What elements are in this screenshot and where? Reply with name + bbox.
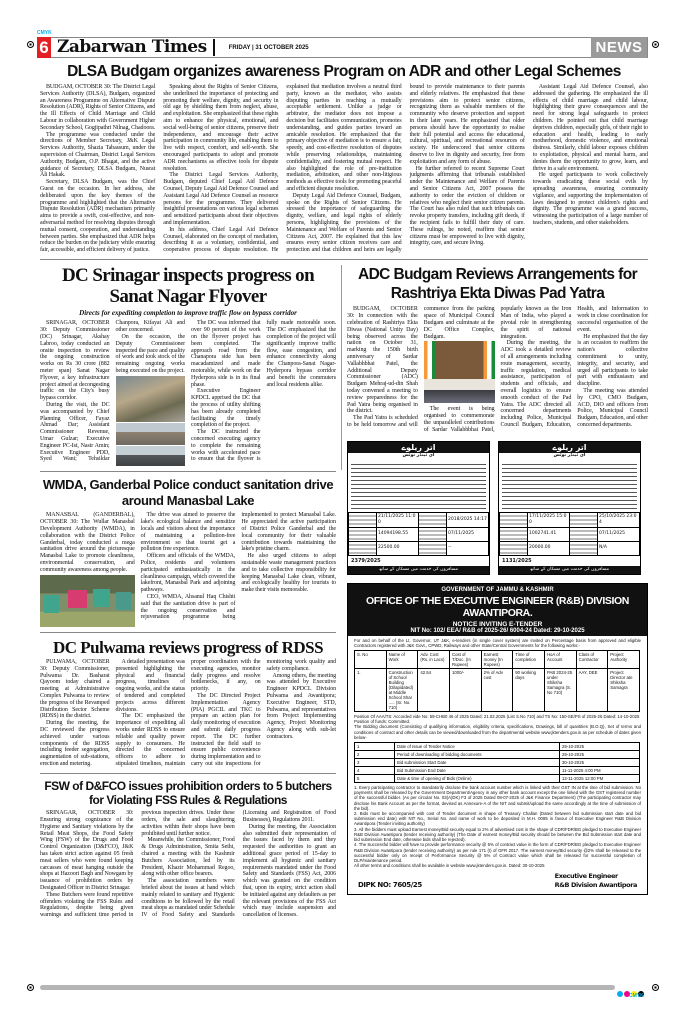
article-paragraph: During the meeting, the Association also submitted their representation of the issues faced by them and they requested the authorities to grant an additional grace period of 15-day to implement all hygienic and sanitary requirements mandated under the Food Safety and Standards (FSS) Act, 2006 which was granted on the condition that, upon its expiry, strict action shall be initiated against any defaulters as per the relevant provisions of the FSS Act which may include suspension and cancellation of licenses. xyxy=(242,823,336,919)
divider xyxy=(40,632,336,634)
article-body-dc-pulwama xyxy=(40,659,336,768)
table-cell: 5 xyxy=(355,775,395,783)
table-cell: 29-10-2025 xyxy=(560,743,640,751)
table-cell: N/A xyxy=(598,541,640,555)
table-cell: 25/10/2025 23:04 xyxy=(598,512,640,527)
article-paragraph: He further referred to recent Supreme Court judgments affirming that tribunals established under the Maintenance and Welfare of Parents and Senior Citizens Act, 2007 possess the authority to order the eviction of children or relatives who neglect their senior citizen parents. The Court has also ruled that such tribunals can revoke property transfers, including gift deeds, if the recipient fails to fulfill their duty of care. These rulings, he noted, reaffirm that senior citizens must be empowered to live with dignity, integrity, care, and secure living. xyxy=(409,165,525,247)
right-column xyxy=(347,265,648,919)
tender-condition: All other terms and conditions shall be available in website www.jktenders.gov.in. Dated: 30-10-2025 xyxy=(354,863,545,869)
photo-flyover-road xyxy=(116,423,186,445)
article-body-dc-srinagar xyxy=(40,320,336,465)
table-cell: 30-10-2025 xyxy=(560,759,640,767)
table-row xyxy=(500,512,640,527)
registration-mark-icon xyxy=(652,41,659,48)
table-cell-urdu xyxy=(570,512,598,527)
registration-mark-icon xyxy=(27,41,34,48)
ad-title: اتر ریلوے xyxy=(348,442,489,453)
section-label: NEWS xyxy=(591,37,647,58)
tender-bidding-docs: The Bidding document (Consisting of qualifying information, eligibility criteria, specifications, Drawings, bill of quantities (B.O.Q), Set of terms and conditions of contract and other details can be viewed/downloaded from the departmental website www.jktenders.gov.in as per schedule of dates given below- xyxy=(354,724,641,740)
footer-bar xyxy=(40,985,615,990)
table-cell: 2018/2025 14:17 xyxy=(447,512,489,527)
subheadline-dc-srinagar: Directs for expediting completion to improve traffic flow on bypass corridor xyxy=(79,309,297,318)
table-row xyxy=(355,743,640,751)
registration-mark-icon xyxy=(27,984,34,991)
article-paragraph: During the visit, the DC was accompanied by Chief Planning Officer, Fayaz Ahmad Dar; Assistant Commissioner Revenue, Umar Gulzar; Executive Engineer PC-Ist, Nasir Amin; Executive Engineer PDD, Syed Wani; Tehsildar Chanpora, Kifayat Ali and other concerned. xyxy=(40,320,185,463)
tender-notice-ad xyxy=(347,583,648,896)
banner xyxy=(93,589,110,607)
article-paragraph: He urged participants to work collectively towards eradicating these social evils by spreading awareness, ensuring community vigilance, and supporting the implementation of laws designed to protect children's rights and dignity. The programme was a grand success, witnessing the participation of a large number of teachers, students, and other stakeholders. xyxy=(532,172,648,226)
table-cell: Earnest money (In Rupees) xyxy=(481,651,513,669)
table-row xyxy=(355,751,640,759)
article-paragraph: On the occasion, the Deputy Commissioner inspected the pace and quality of work and took stock of the remaining ongoing works being executed on the project. xyxy=(115,334,185,375)
photo-adc-seated xyxy=(424,341,495,379)
article-paragraph: The meeting was attended by CPO, CMO Budgam, ACD, DIO and officers from Police, Municipal Council Budgam, Education, and other concerned departments. xyxy=(577,388,648,429)
table-cell-urdu xyxy=(570,527,598,541)
railway-ad-1 xyxy=(347,441,490,575)
article-paragraph: SRINAGAR, OCTOBER 30: Deputy Commissioner (DC) Srinagar, Akshay Labroo, today conducted an onsite inspection to review the ongoing construction works on Rs 30 crore (882 meter span) Sanat Nagar Flyover, a key infrastructure project aimed at decongesting traffic on the City's busy bypass corridor. xyxy=(40,320,110,402)
ad-title: اتر ریلوے xyxy=(499,442,640,453)
article-paragraph: The District Legal Services Authority, Budgam, deputed Chief Legal Aid Defence Counsel, Deputy Legal Aid Defence Counsel and Assistant Legal Aid Defence Counsel as resource persons for the programme. They delivered insightful presentations on various legal schemes and sensitized participants about their objectives and implementation. xyxy=(163,172,279,226)
table-cell: 22500.00 xyxy=(377,541,419,555)
table-cell: 1002741.41 xyxy=(528,527,570,541)
table-cell-urdu xyxy=(419,512,447,527)
table-cell-urdu xyxy=(419,541,447,555)
table-cell: S. No xyxy=(355,651,387,669)
table-cell-urdu xyxy=(500,527,528,541)
ad-code: 1131/2025 xyxy=(502,557,532,564)
article-paragraph: During the meeting, the DC reviewed the progress achieved under various components of the RDSS including feeder segregation, augmentation of sub-stations, erection and metering. xyxy=(40,720,110,767)
article-paragraph: The DC was informed that over 90 percent of the work on the flyover project has been completed. The approach road from the Chanapora side has been macadamized and made motorable, while work on the Hyderpora side is in its final phase. xyxy=(191,320,261,388)
divider xyxy=(40,773,336,775)
column-divider xyxy=(341,265,342,470)
table-cell-urdu xyxy=(419,527,447,541)
registration-mark-icon xyxy=(652,984,659,991)
banner xyxy=(116,592,131,610)
table-row xyxy=(355,651,640,669)
tender-nit-number: NIT No: 102/ EEA/ R&B of 2025-26/ 6004-24 Dated: 29-10-2025 xyxy=(410,627,585,634)
table-cell-urdu xyxy=(570,541,598,555)
cyan-swatch xyxy=(617,991,623,997)
table-cell-urdu xyxy=(500,541,528,555)
table-cell: 1 xyxy=(355,743,395,751)
tender-condition: 4. The Successful bidder will have to provide performance security @ 5% of contract value in the form of CDR/FDR/BG pledged to Executive Engineer R&B Division Awantipora (tender receiving authority) as per rule 171 (I) of GFR 2017. The earnest money/Bid security @2% shall be released to the successful bidder only on receipt of Performance Security @ 5% of Contract value which shall be released for successful completion of DLP/maintenance period. xyxy=(354,842,641,863)
page-header xyxy=(37,37,648,58)
table-row xyxy=(500,541,640,555)
headline-dlsa: DLSA Budgam organizes awareness Program on ADR and other Legal Schemes xyxy=(67,63,621,80)
article-paragraph: Executive Engineer KPDCL apprised the DC that the process of utility shifting has been already completed facilitating the timely completion of the project. xyxy=(191,388,261,429)
table-cell: 2 xyxy=(355,751,395,759)
article-paragraph: The DC emphasized the importance of expediting all works under RDSS to ensure reliable and quality power supply to consumers. He directed the concerned officers to adhere to stipulated timelines, maintain proper coordination with the executing agencies, monitor daily progress and resolve bottlenecks, if any, on priority. xyxy=(115,659,261,767)
photo-sanitation-drive xyxy=(40,575,135,627)
tender-works-table xyxy=(354,650,640,712)
article-paragraph: The DC Directed Project Implementation Agency (PIA) PGCIL and TKC to prepare an action plan for daily monitoring of execution and submit daily progress report. The DC further instructed the field staff to ensure public convenience during implementation and to carry out site inspections for monitoring work quality and safety compliance. xyxy=(191,659,336,767)
table-cell: 07/11/2025 xyxy=(447,527,489,541)
article-paragraph: During the meeting, the ADC took a detailed review of all arrangements including route management, security, traffic regulation, medical assistance, participation of students and officials, and overall logistics to ensure smooth conduct of the Pad Yatra. The ADC directed all concerned departments including Police, Municipal Council Budgam, Education, Health, and Information to work in close coordination for successful organisation of the event. xyxy=(500,306,648,429)
article-paragraph: Among others, the meeting was attended by Executive Engineer KPDCL Division Pulwama and Awantipora; Executive Engineer, STD, Pulwama, and representatives from Project Implementing Agency, Project Monitoring Agency along with sub-let contractors. xyxy=(266,672,336,740)
table-row xyxy=(355,767,640,775)
tender-office: OFFICE OF THE EXECUTIVE ENGINEER (R&B) DIVISION AWANTIPORA. xyxy=(366,594,629,619)
table-cell: Period of downloading of bidding documents xyxy=(395,751,560,759)
table-cell: Project Authority xyxy=(608,651,640,669)
table-cell: 90 working days xyxy=(513,669,545,712)
ad-text-lines xyxy=(502,461,637,509)
tender-signatory-office: R&B Division Awantipora xyxy=(554,881,637,890)
ad-code: 2379/2025 xyxy=(351,557,381,564)
table-cell: 1. xyxy=(355,669,387,712)
article-paragraph: CEO, WMDA, Ahsanul Haq Chishti said that the sanitation drive is part of the ongoing conservation and rejuvenation programme being implemented to protect Manasbal Lake. He appreciated the active participation of District Police Ganderbal and the local community for their valuable contribution towards maintaining the lake's pristine charm. xyxy=(140,512,336,621)
railway-ads-row xyxy=(347,441,648,575)
article-paragraph: Assistant Legal Aid Defence Counsel, also addressed the gathering. He emphasized the ill effects of child marriage and child labour, highlighting their grave consequences and the need for strong legal safeguards to protect children. He pointed out that child marriage deprives children, especially girls, of their right to education and health, leading to early motherhood, domestic violence, and emotional distress. Similarly, child labour exposes children to exploitation, physical and mental harm, and denies them the opportunity to grow, learn, and thrive in a safe environment. xyxy=(532,84,648,172)
article-paragraph: BUDGAM, OCTOBER 30: The District Legal Services Authority (DLSA), Budgam, organized an Awareness Programme on Alternative Dispute Resolution (ADR), Rights of Senior Citizens, and the Ill Effects of Child Marriage and Child Labour in collaboration with Government Higher Secondary School, Gogjipathri Nilnag, Chadoora. xyxy=(40,84,156,131)
divider xyxy=(40,471,336,473)
table-cell-urdu xyxy=(349,527,377,541)
ad-footer: مسافروں کی خدمت میں مسکان کے ساتھ xyxy=(499,566,640,574)
tender-condition: 1. Every participating contractor to mandatorily disclose the bank account number which is linked with their GST IN at the time of bid submission. No payments shall be released by the Government Department/Agency in any other bank account except the one linked with the GST registered number of the successful bidder. (As per circular No. 03(A)DK) F3 of 2025 Dated 08-07-2025 of J&K Finance Department) (The participating contractor may disclose his Bank Account as per the format, devised as Annexure-A of the NIT and submit/upload the same accordingly at the time of submission of the bid). xyxy=(354,785,641,811)
table-cell: Adv. Cost (Rs. in Lacs) xyxy=(418,651,450,669)
table-cell: Construction of School Building (Dilapidated) at Middle School Shar ..... (Sr. No. 710) xyxy=(386,669,418,712)
article-paragraph: Officers and officials of the WMDA, Police, residents and volunteers participated enthusiastically in the cleanliness campaign, which covered the lakefront, Manasbal Park and adjoining pathways. xyxy=(140,553,236,594)
banner xyxy=(44,595,59,613)
cmyk-label: CMYK xyxy=(37,30,52,36)
table-cell: 3 xyxy=(355,759,395,767)
article-paragraph: Speaking about the Rights of Senior Citizens, she underlined the importance of protecting and promoting their welfare, dignity, and security in old age by shielding them from neglect, abuse, and exploitation. She emphasized that these rights aim to enhance the physical, emotional, and social well-being of senior citizens, preserve their independence, and encourage their active participation in community life, enabling them to live with respect, comfort, and self-worth. She encouraged participants to adopt and promote ADR mechanisms as effective tools for dispute resolution. xyxy=(163,84,279,172)
table-cell: 4 xyxy=(355,767,395,775)
headline-wmda: WMDA, Ganderbal Police conduct sanitation drive around Manasbal Lake xyxy=(42,477,334,509)
issue-date: FRIDAY | 31 OCTOBER 2025 xyxy=(228,44,309,51)
tender-conditions xyxy=(348,785,647,868)
tender-signatory-title: Executive Engineer xyxy=(554,872,618,881)
table-cell: 07/11/2025 xyxy=(598,527,640,541)
ad-table xyxy=(348,512,489,556)
banner xyxy=(68,590,87,608)
article-paragraph: These Butchers were found repetitive offenders violating the FSS Rules and Regulations, despite being given warnings and sufficient time period in previous inspection drives. Under these orders, the sale and slaughtering activities within their shops have been prohibited until further notice. xyxy=(40,810,235,919)
ad-subtitle: ای ٹینڈر نوٹس xyxy=(402,452,435,458)
article-paragraph: He emphasized that the day is an occasion to reaffirm the nation's collective commitment to unity, integrity, and security, and urged all participants to take part with enthusiasm and discipline. xyxy=(577,333,648,388)
table-cell: Date & time of opening of Bids (Online) xyxy=(395,775,560,783)
article-paragraph: PULWAMA, OCTOBER 30: Deputy Commissioner, Pulwama Dr. Basharat Qayoom today chaired a meeting at Administrative Complex Pulwama to review the progress of the Revamped Distribution Sector Scheme (RDSS) in the district. xyxy=(40,659,110,720)
article-paragraph: Deputy Legal Aid Defence Counsel, Budgam, spoke on the Rights of Senior Citizens. He stressed the importance of safeguarding the dignity, welfare, and legal rights of elderly persons, highlighting the provisions of the Maintenance and Welfare of Parents and Senior Citizens Act, 2007. He explained that this law ensures every senior citizen receives care and protection and that children and heirs are legally bound to provide maintenance to their parents and elderly relatives. He emphasized that these provisions aim to protect senior citizens, recognizing them as valuable members of the community who deserve protection and support in their later years. He emphasized that older persons should have the opportunity to realise their full potential and access the educational, cultural, spiritual, and recreational resources of society. He underscored that senior citizens deserve to live in dignity and security, free from exploitation and any form of abuse. xyxy=(286,84,525,254)
article-paragraph: The event is being organised to commemorate the unparalleled contributions of Sardar Vallabhbhai Patel, popularly known as the Iron Man of India, who played a pivotal role in strengthening the spirit of national integration. xyxy=(423,306,572,433)
headline-dc-srinagar: DC Srinagar inspects progress on Sanat Nagar Flyover xyxy=(61,265,315,308)
table-cell: 11-11-2025 4:00 PM xyxy=(560,767,640,775)
table-cell: 42.54 xyxy=(418,669,450,712)
left-column xyxy=(40,265,336,919)
tender-notice-title: NOTICE INVITING E-TENDER xyxy=(452,620,543,628)
ad-subtitle: ای ٹینڈر نوٹس xyxy=(553,452,586,458)
table-cell: Class of Contractor xyxy=(576,651,608,669)
page-number: 6 xyxy=(37,37,51,58)
article-paragraph: BUDGAM, OCTOBER 30: In connection with the celebration of Rashtriya Ekta Diwas (National Unity Day) being observed across the nation on October 31, marking the 150th birth anniversary of Sardar Vallabhbhai Patel, the Additional Deputy Commissioner (ADC) Budgam Mehraj-ud-din Shah today convened a meeting to review preparedness for the Pad Yatra being organised in the district. xyxy=(347,306,418,415)
table-cell: Date of Issue of Tender Notice xyxy=(395,743,560,751)
table-cell: Project Director ate Shiksha Samagra xyxy=(608,669,640,712)
table-cell: 29-10-2025 xyxy=(560,751,640,759)
table-cell-urdu xyxy=(349,512,377,527)
photo-adc-meeting xyxy=(424,341,495,403)
article-paragraph: Meanwhile, the Commissioner, Food & Drugs Administration, Smita Sethi, chaired a meeting with the Kashmir Butchers Association, led by its President, Khazir Mohammad Regoo, along with other office bearers. xyxy=(141,837,235,878)
photo-meeting-hall xyxy=(424,379,495,403)
article-paragraph: The drive was aimed to preserve the lake's ecological balance and sensitize locals and visitors about the importance of maintaining a pollution-free environment so that tourist get a pollution free experience. xyxy=(140,512,236,553)
photo-group-flyover xyxy=(116,376,186,466)
photo-flyover-deck xyxy=(116,446,186,466)
table-cell: 2% of Adv cost xyxy=(481,669,513,712)
table-cell: Bid submission Start Date xyxy=(395,759,560,767)
tender-schedule-table xyxy=(354,742,640,783)
table-cell: 1000/- xyxy=(449,669,481,712)
table-cell: -- xyxy=(447,541,489,555)
table-row xyxy=(355,759,640,767)
table-cell: Name of Work xyxy=(386,651,418,669)
tender-dipk: DIPK NO: 7605/25 xyxy=(358,881,422,890)
article-body-wmda xyxy=(40,512,336,626)
table-cell: 17/11/2025 15:00 xyxy=(528,512,570,527)
tender-signature-block xyxy=(348,868,647,890)
tender-position-aaa: Position Of AAA/TS: Accorded vide No: 59-CHB0 46 of 2025 Dated: 21.02.2025 (List S.No 710) and TS No: 150-SE/PS of 2025-26 Dated: 14-10-2025 xyxy=(354,714,640,720)
photo-dc-inspection xyxy=(116,376,186,422)
table-cell: 21/11/2025 11:00 xyxy=(377,512,419,527)
table-cell: 14094198.55 xyxy=(377,527,419,541)
table-row xyxy=(355,775,640,783)
article-paragraph: He also urged citizens to adopt sustainable waste management practices and to take collective responsibility for keeping Manasbal Lake clean, vibrant, and ecologically healthy for tourists to make their visits memorable. xyxy=(241,553,336,594)
article-paragraph: In his address, Chief Legal Aid Defence Counsel, elaborated on the concept of mediation, describing it as a voluntary, confidential, and cooperative process of dispute resolution. He explained that mediation involves a neutral third party, known as the mediator, who assists disputing parties in reaching a mutually acceptable settlement. Unlike a judge or arbitrator, the mediator does not impose a decision but facilitates communication, promotes understanding, and guides parties toward an amicable resolution. He emphasized that the primary objective of mediation is to ensure a fair, speedy, and cost-effective resolution of disputes while preserving relationships, maintaining confidentiality, and fostering mutual respect. He also highlighted the role of pre-institution mediation, arbitration, and other non-litigious methods as effective tools for promoting peaceful and efficient dispute resolution. xyxy=(163,84,402,254)
table-cell: PAB 2024-25 under Shiksha Samagra (S. No 710) xyxy=(544,669,576,712)
table-cell: 20000.00 xyxy=(528,541,570,555)
tender-condition: 2. Bids must be accompanied with cost of Tender document in shape of Treasury Challan (Dated between bid submission start date and bid submission end date) with NIT No., Serial No. and name of work to be deposited in M.H. 0085 in favour of Executive Engineer R&B Division Awantipora (Tender inviting authority) xyxy=(354,811,641,827)
article-paragraph: MANASBAL (GANDERBAL), OCTOBER 30: The Wullar Manasbal Development Authority (WMDA), in collaboration with the District Police Ganderbal, today conducted a mega sanitation drive around the picturesque Manasbal Lake to promote cleanliness, environmental conservation, and community awareness among people. xyxy=(40,512,135,573)
table-cell: Time of completion xyxy=(513,651,545,669)
table-cell: 12-11-2025 12:00 PM xyxy=(560,775,640,783)
table-cell-urdu xyxy=(500,512,528,527)
table-cell: AAY, DEE xyxy=(576,669,608,712)
table-row xyxy=(349,541,489,555)
table-cell: Bid Submission End Date xyxy=(395,767,560,775)
ad-footer: مسافروں کی خدمت میں مسکان کے ساتھ xyxy=(348,566,489,574)
ad-table xyxy=(499,512,640,556)
divider xyxy=(40,259,648,261)
article-paragraph: SRINAGAR, OCTOBER 30: Ensuring strong cognizance of the Hygiene and Sanitary violations by the Retail Meat Shops, the Food Safety Wing (FSW) of the Drugs and Food Control Organization (D&FCO), J&K has taken strict action against 05 fresh meat sellers who were found keeping carcasses of meat hanging outside the shops at Hazoori Bagh and Nowgam by issuance of prohibition orders by Designated Officer in District Srinagar. xyxy=(40,810,134,892)
tender-header xyxy=(348,584,647,636)
table-cell-urdu xyxy=(349,541,377,555)
page-content xyxy=(40,61,648,919)
article-paragraph: The Pad Yatra is scheduled to be held tomorrow and will commence from the parking space of Municipal Council Budgam and culminate at the DC Office Complex, Budgam. xyxy=(347,306,495,429)
table-row xyxy=(500,527,640,541)
article-body-dlsa xyxy=(40,84,648,254)
headline-adc-budgam: ADC Budgam Reviews Arrangements for Rashtriya Ekta Diwas Pad Yatra xyxy=(357,266,638,303)
article-body-fsw xyxy=(40,810,336,919)
article-paragraph: A detailed presentation was presented highlighting the physical and financial progress, timelines of ongoing works, and the status of tendered and completed projects across different divisions. xyxy=(115,659,185,713)
cmyk-label: CMYK xyxy=(629,993,644,999)
article-paragraph: Secretary, DLSA Budgam, was the Chief Guest on the occasion. In her address, she deliberated upon the key themes of the programme and highlighted that the Alternative Dispute Resolution (ADR) mechanism primarily aims to provide a swift, cost-effective, and non-adversarial method for resolving disputes through mutual consent, cooperation, and understanding between parties. She emphasized that ADR helps reduce the burden on the judiciary while ensuring fair, accessible, and efficient delivery of justice. xyxy=(40,179,156,254)
railway-ad-2 xyxy=(498,441,641,575)
table-cell: Cost of T/Doc. (In Rupees) xyxy=(449,651,481,669)
table-cell: HoA of Account xyxy=(544,651,576,669)
headline-fsw: FSW of D&FCO issues prohibition orders to 5 butchers for Violating FSS Rules & Regulations xyxy=(44,779,332,808)
tender-condition: 3. All the bidders must upload Earnest money/Bid security equal to 2% of advertised cost in the shape of CDR/FDR/BG pledged to Executive Engineer R&B Division Awantipora (tender receiving authority) (The Date of earnest money/Bid security should be between the Bid Submission start date and bid submission End date, otherwise bids shall be rejected). xyxy=(354,826,641,843)
article-paragraph: The programme was conducted under the directions of Member Secretary, J&K Legal Services Authority, Shazia Tabassum, under the supervision of Chairman, District Legal Services Authority, Budgam, O.P. Bhagat, and the active guidance of Secretary, DLSA Budgam, Nusrat Ali Hakak. xyxy=(40,131,156,179)
table-row xyxy=(349,512,489,527)
article-paragraph: The DC instructed the concerned executing agency to complete the remaining works with accelerated pace to ensure that the flyover is fully made motorable soon. The DC emphasized that the completion of the project will significantly improve traffic flow, ease congestion, and enhance connectivity along the Chanpora-Sanat Nagar-Hyderpora bypass corridor and benefit the commuters and local residents alike. xyxy=(191,320,336,463)
masthead: Zabarwan Times xyxy=(57,39,215,56)
tender-funds: Position of funds: Committed. xyxy=(354,719,411,725)
tender-intro: For and on behalf of the Lt. Governor, UT J&K, e-tenders (in single cover system) are invited on Percentage basis from approved and eligible Contractors registered with J&K Govt., CPWD, Railways and other State/Central Governments for the following works:- xyxy=(354,637,641,648)
headline-dc-pulwama: DC Pulwama reviews progress of RDSS xyxy=(52,638,324,658)
ad-text-lines xyxy=(351,461,486,509)
article-paragraph: The association members were briefed about the issues at hand which mainly related to sanitary and Hygienic conditions to be followed by the retail meat shops as mandated under Schedule IV of Food Safety and Standards (Licensing and Registration of Food Businesses), Regulations 2011. xyxy=(141,810,336,919)
tender-gov: GOVERNMENT OF JAMMU & KASHMIR xyxy=(441,586,554,593)
table-row xyxy=(355,669,640,712)
table-row xyxy=(349,527,489,541)
article-body-adc-budgam xyxy=(347,306,648,433)
